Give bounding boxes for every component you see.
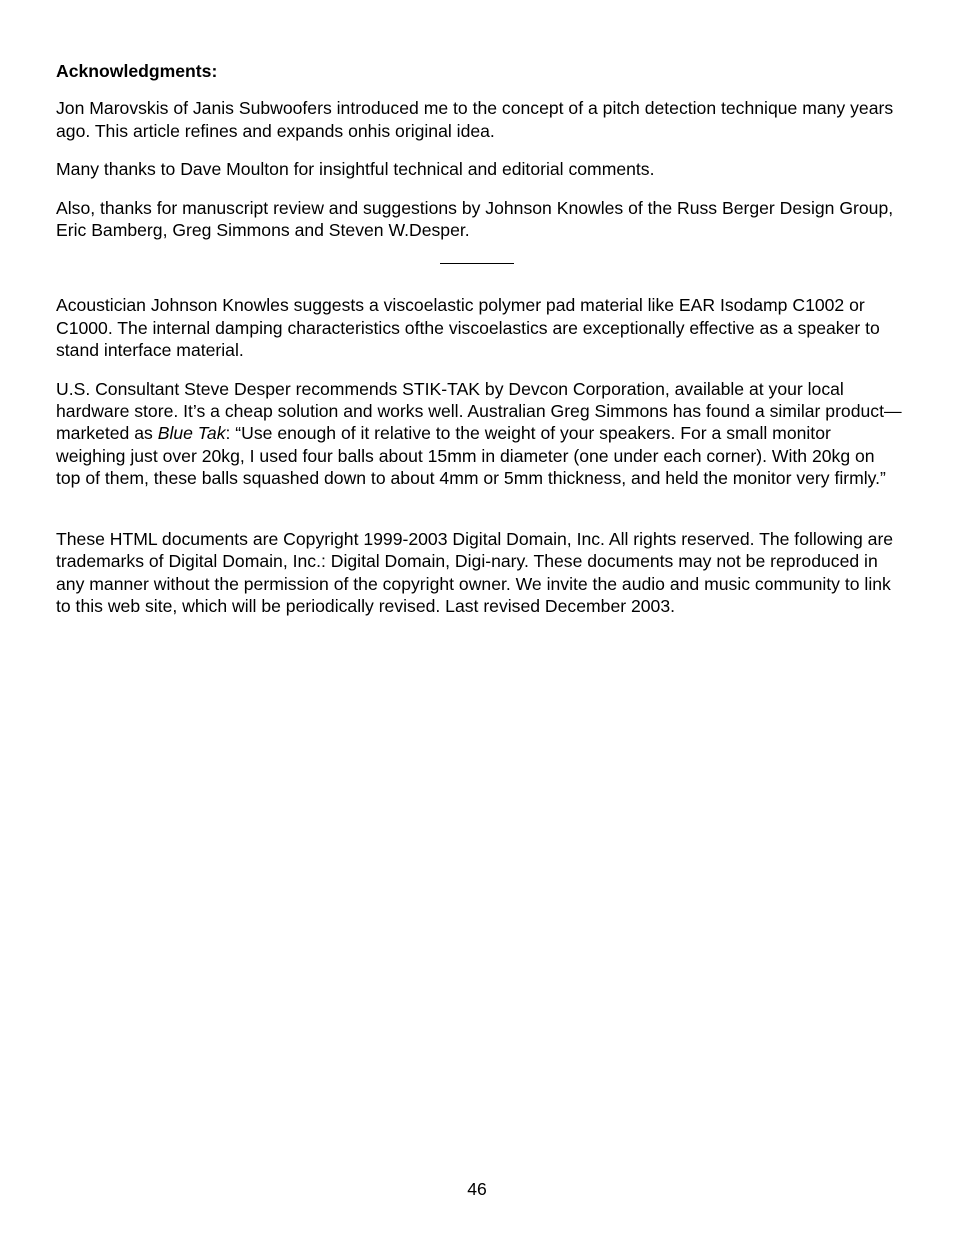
note-viscoelastic-paragraph: Acoustician Johnson Knowles suggests a viscoelastic polymer pad material like EAR Isodamp C1002 or C1000. The internal damping characteristics ofthe viscoelastics are exceptionally effective as a speaker to stand interface material. — [56, 295, 880, 361]
note-stik-tak-text-start: U.S. Consultant Steve Desper recommends STIK-TAK by Devcon Corporation, available at your local hardware store. It’s a cheap solution and works well. Australian Greg Simmons has found a similar product—marketed as — [56, 378, 902, 444]
section-divider — [440, 263, 514, 264]
note-stik-tak-text-end: : “Use enough of it relative to the weight of your speakers. For a small monitor weighing just over 20kg, I used four balls about 15mm in diameter (one under each corner). With 20kg on top of them, these balls squashed down to about 4mm or 5mm thickness, and held the monitor very firmly.” — [56, 423, 886, 489]
spacer — [56, 506, 902, 528]
copyright-notice: These HTML documents are Copyright 1999-2003 Digital Domain, Inc. All rights reserved. The following are trademarks of Digital Domain, Inc.: Digital Domain, Digi-nary. These documents may not be reproduced in any manner without the permission of the copyright owner. We invite the audio and music community to link to this web site, which will be periodically revised. Last revised December 2003. — [56, 528, 894, 616]
page-content — [56, 60, 902, 633]
blue-tak-product-name: Blue Tak — [157, 423, 226, 444]
acknowledgments-paragraph-2: Many thanks to Dave Moulton for insightful technical and editorial comments. — [56, 159, 655, 180]
page-number: 46 — [467, 1179, 487, 1199]
acknowledgments-paragraph-1: Jon Marovskis of Janis Subwoofers introduced me to the concept of a pitch detection technique many years ago. This article refines and expands onhis original idea. — [56, 98, 894, 141]
note-stik-tak-paragraph — [56, 378, 902, 490]
acknowledgments-paragraph-3: Also, thanks for manuscript review and suggestions by Johnson Knowles of the Russ Berger Design Group, Eric Bamberg, Greg Simmons and Steven W.Desper. — [56, 197, 894, 241]
acknowledgments-heading: Acknowledgments: — [56, 61, 218, 81]
